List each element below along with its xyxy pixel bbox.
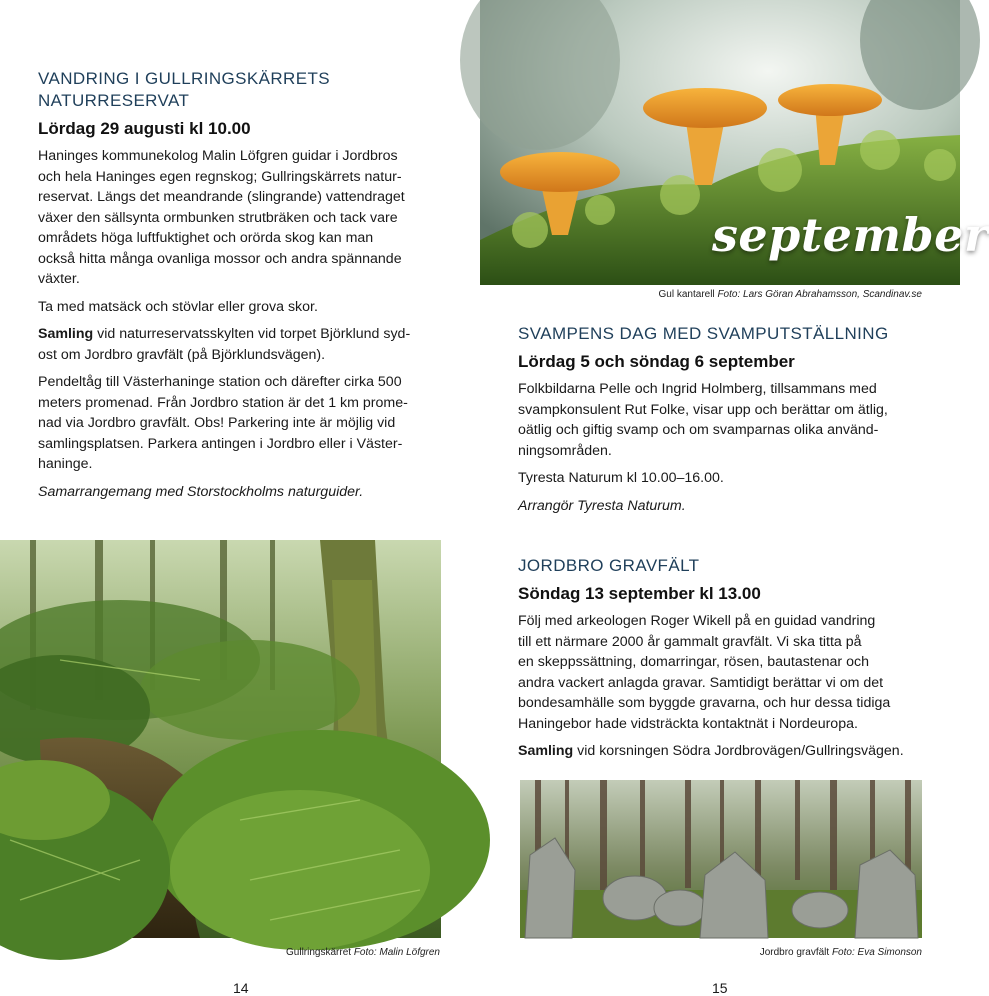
text-line: ost om Jordbro gravfält (på Björklundsvägen). (38, 346, 326, 363)
bring-note: Ta med matsäck och stövlar eller grova skor. (38, 298, 318, 315)
text-line: en skeppssättning, domarringar, rösen, bautastenar och (518, 654, 869, 670)
meeting-text: vid korsningen Södra Jordbrovägen/Gullringsvägen. (573, 743, 904, 759)
stones-photo-caption (760, 947, 922, 958)
event-description (518, 379, 938, 461)
text-line: och hela Haninges egen regnskog; Gullringskärrets natur- (38, 168, 402, 185)
event-description (518, 611, 938, 734)
text-line: Haningebor hade vidsträckta kontaktnät i Nordeuropa. (518, 715, 858, 732)
organizer: Samarrangemang med Storstockholms naturguider. (38, 483, 364, 500)
text-line: nad via Jordbro gravfält. Obs! Parkering inte är möjlig vid (38, 415, 396, 431)
text-line: växter. (38, 271, 80, 287)
chanterelle-caption (659, 289, 922, 300)
meeting-point (38, 324, 458, 365)
meeting-point (518, 741, 938, 762)
text-line: samlingsplatsen. Parkera antingen i Jordbro eller i Väster- (38, 435, 403, 452)
heading-line: NATURRESERVAT (38, 91, 190, 110)
event-heading: JORDBRO GRAVFÄLT (518, 556, 700, 575)
text-line: områdets höga luftfuktighet och orörda skog kan man (38, 230, 374, 246)
text-line: Följ med arkeologen Roger Wikell på en guidad vandring (518, 613, 876, 629)
grave-stones-photo (520, 780, 922, 938)
text-line: Folkbildarna Pelle och Ingrid Holmberg, tillsammans med (518, 381, 877, 397)
meeting-text: vid naturreservatsskylten vid torpet Björklund syd- (93, 326, 411, 342)
text-line: också hitta många ovanliga mossor och andra spännande (38, 250, 402, 267)
text-line: bondesamhälle som byggde gravarna, och hur dessa tidiga (518, 695, 891, 711)
event-heading: SVAMPENS DAG MED SVAMPUTSTÄLLNING (518, 324, 889, 343)
event-date: Söndag 13 september kl 13.00 (518, 584, 761, 603)
event-mushroom-day (518, 323, 938, 523)
right-page (480, 0, 989, 996)
text-line: reservat. Längs det meandrande (slingrande) vattendraget (38, 189, 405, 205)
forest-stream-photo (0, 540, 441, 938)
event-grave-field (518, 555, 938, 769)
text-line: Pendeltåg till Västerhaninge station och därefter cirka 500 (38, 374, 402, 390)
text-line: växer den sällsynta ormbunken strutbräken och tack vare (38, 209, 398, 226)
month-title: september (712, 208, 989, 262)
event-description (38, 146, 458, 290)
text-line: haninge. (38, 456, 93, 472)
event-date: Lördag 29 augusti kl 10.00 (38, 119, 251, 138)
event-heading (38, 68, 458, 112)
caption-place: Gullringskärret (286, 947, 352, 958)
text-line: svampkonsulent Rut Folke, visar upp och berättar om ätlig, (518, 401, 888, 418)
heading-line: VANDRING I GULLRINGSKÄRRETS (38, 69, 330, 88)
caption-credit: Foto: Lars Göran Abrahamsson, Scandinav.se (717, 289, 922, 300)
travel-info (38, 372, 458, 475)
text-line: ningsområden. (518, 442, 612, 459)
event-hiking (38, 68, 458, 509)
page-number: 14 (233, 980, 249, 996)
samling-label: Samling (38, 326, 94, 342)
text-line: Haninges kommunekolog Malin Löfgren guidar i Jordbros (38, 148, 398, 164)
samling-label: Samling (518, 743, 574, 759)
left-page (0, 0, 480, 995)
text-line: andra vackert anlagda gravar. Samtidigt berättar vi om det (518, 674, 884, 691)
event-time-place: Tyresta Naturum kl 10.00–16.00. (518, 470, 724, 486)
caption-place: Gul kantarell (658, 289, 715, 300)
stream-photo-caption (286, 947, 440, 958)
page-number: 15 (712, 980, 728, 996)
text-line: meters promenad. Från Jordbro station är det 1 km prome- (38, 394, 408, 411)
caption-credit: Foto: Eva Simonson (831, 947, 922, 958)
caption-credit: Foto: Malin Löfgren (353, 947, 440, 958)
organizer: Arrangör Tyresta Naturum. (518, 497, 686, 514)
text-line: till ett närmare 2000 år gammalt gravfält. Vi ska titta på (518, 633, 862, 650)
caption-place: Jordbro gravfält (759, 947, 830, 958)
text-line: oätlig och giftig svamp och om svamparnas olika använd- (518, 422, 879, 438)
event-date: Lördag 5 och söndag 6 september (518, 352, 795, 371)
